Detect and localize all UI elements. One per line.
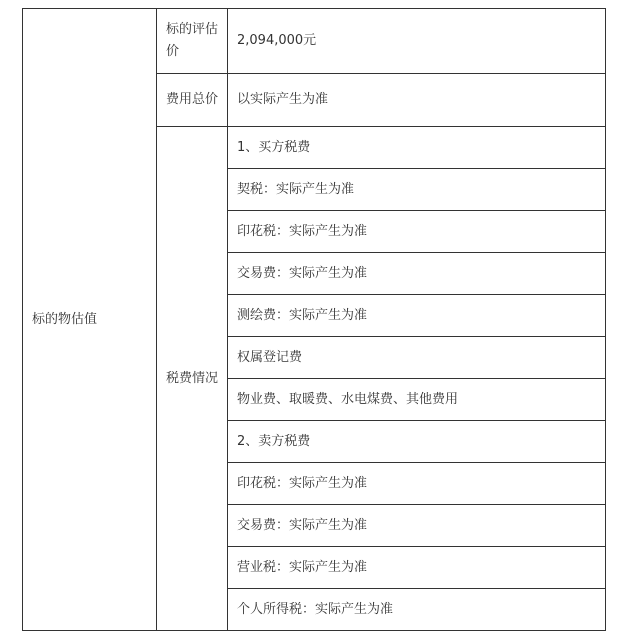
table-row [23,9,606,74]
evaluation-value-cell: 2,094,000元 [228,9,606,74]
tax-fees-label-cell: 税费情况 [157,127,228,631]
tax-item-cell: 契税：实际产生为准 [228,169,606,211]
main-label-cell: 标的物估值 [23,9,157,631]
tax-item-cell: 印花税：实际产生为准 [228,463,606,505]
tax-item-cell: 个人所得税：实际产生为准 [228,589,606,631]
tax-item-cell: 权属登记费 [228,337,606,379]
tax-item-cell: 交易费：实际产生为准 [228,505,606,547]
tax-item-cell: 印花税：实际产生为准 [228,211,606,253]
tax-item-cell: 1、买方税费 [228,127,606,169]
tax-item-cell: 2、卖方税费 [228,421,606,463]
tax-item-cell: 测绘费：实际产生为准 [228,295,606,337]
tax-item-cell: 营业税：实际产生为准 [228,547,606,589]
total-fee-label-cell: 费用总价 [157,74,228,127]
total-fee-value-cell: 以实际产生为准 [228,74,606,127]
evaluation-label-cell: 标的评估价 [157,9,228,74]
tax-item-cell: 物业费、取暖费、水电煤费、其他费用 [228,379,606,421]
tax-item-cell: 交易费：实际产生为准 [228,253,606,295]
valuation-table [22,8,606,631]
